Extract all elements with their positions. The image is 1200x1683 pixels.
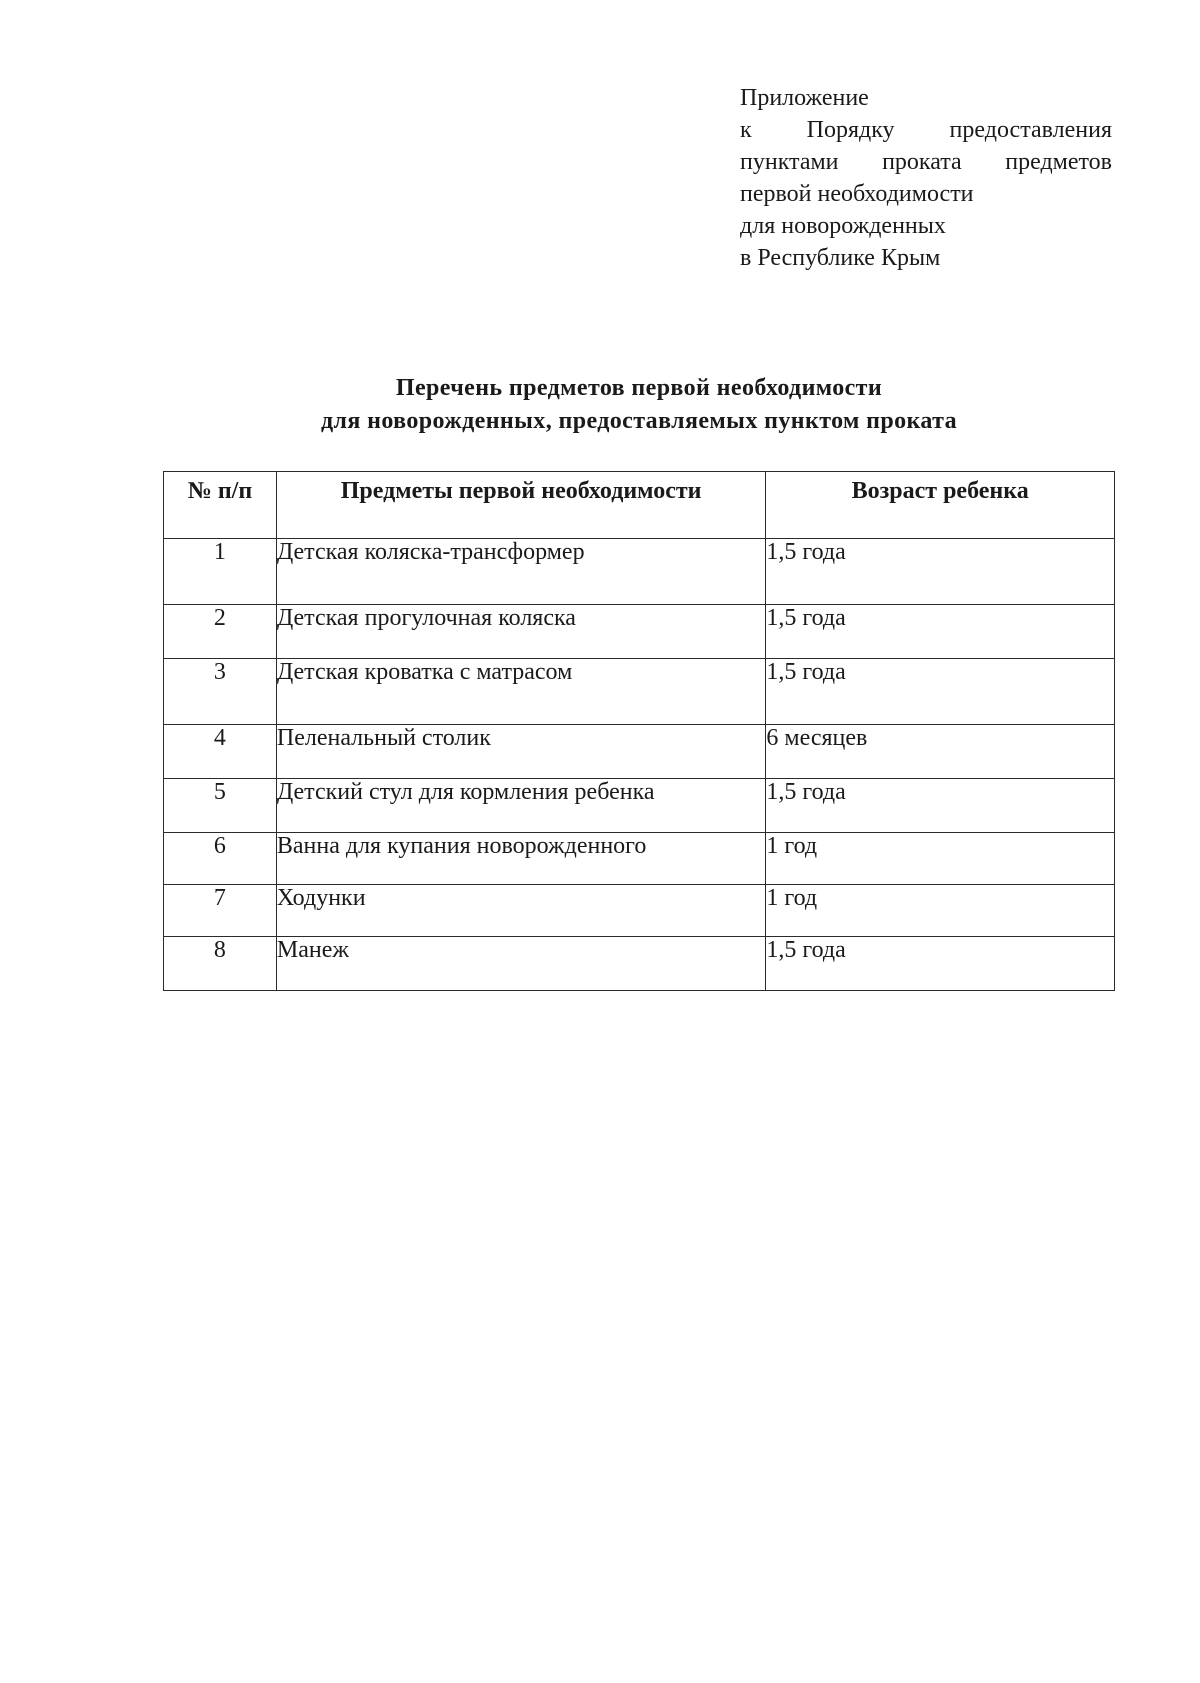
appendix-line-6: в Республике Крым	[740, 245, 941, 271]
appendix-line-3: пунктами проката предметов	[740, 149, 1112, 175]
appendix-line-2: к Порядку предоставления	[740, 117, 1112, 143]
appendix-line-5: для новорожденных	[740, 213, 946, 239]
header-item: Предметы первой необходимости	[276, 472, 766, 539]
row-number: 3	[164, 659, 277, 725]
row-age: 1 год	[766, 833, 1115, 885]
row-number: 2	[164, 605, 277, 659]
header-number: № п/п	[164, 472, 277, 539]
row-number: 5	[164, 779, 277, 833]
row-item: Пеленальный столик	[276, 725, 766, 779]
title-line-2: для новорожденных, предоставляемых пунктом проката	[320, 408, 958, 434]
row-age: 1,5 года	[766, 539, 1115, 605]
row-item: Ходунки	[276, 885, 766, 937]
row-number: 8	[164, 937, 277, 991]
row-age: 1,5 года	[766, 779, 1115, 833]
table-row	[164, 539, 1115, 605]
appendix-note	[740, 82, 1112, 274]
row-number: 4	[164, 725, 277, 779]
row-age: 1,5 года	[766, 937, 1115, 991]
appendix-line-4: первой необходимости	[740, 181, 974, 207]
table-row	[164, 779, 1115, 833]
row-age: 1,5 года	[766, 605, 1115, 659]
row-item: Детский стул для кормления ребенка	[276, 779, 766, 833]
row-age: 6 месяцев	[766, 725, 1115, 779]
header-age: Возраст ребенка	[766, 472, 1115, 539]
table-row	[164, 937, 1115, 991]
table-row	[164, 833, 1115, 885]
row-item: Детская прогулочная коляска	[276, 605, 766, 659]
row-number: 1	[164, 539, 277, 605]
title-line-1: Перечень предметов первой необходимости	[395, 375, 883, 401]
table-row	[164, 885, 1115, 937]
row-item: Детская коляска-трансформер	[276, 539, 766, 605]
row-item: Манеж	[276, 937, 766, 991]
table-row	[164, 725, 1115, 779]
row-age: 1,5 года	[766, 659, 1115, 725]
row-number: 7	[164, 885, 277, 937]
items-table	[163, 471, 1115, 991]
row-number: 6	[164, 833, 277, 885]
document-title	[160, 372, 1118, 438]
table-row	[164, 605, 1115, 659]
row-item: Ванна для купания новорожденного	[276, 833, 766, 885]
appendix-line-1: Приложение	[740, 85, 869, 111]
row-item: Детская кроватка с матрасом	[276, 659, 766, 725]
row-age: 1 год	[766, 885, 1115, 937]
table-header-row	[164, 472, 1115, 539]
table-row	[164, 659, 1115, 725]
